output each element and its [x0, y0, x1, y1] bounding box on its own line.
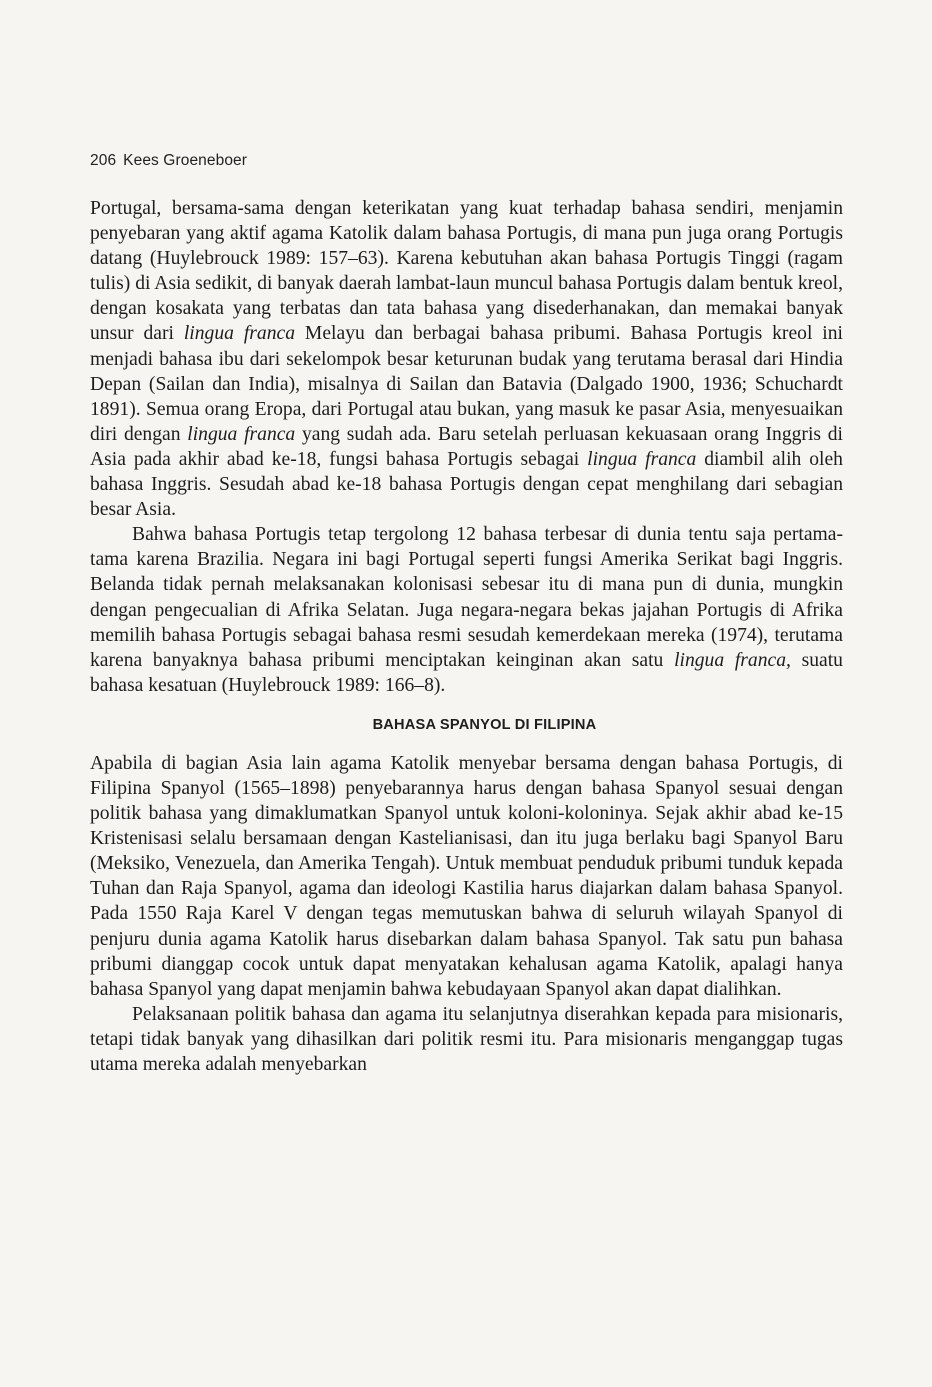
paragraph-2-text-b: suatu bahasa kesatuan (Huylebrouck 1989: 166–8). — [90, 649, 843, 696]
paragraph-2-text-a: Bahwa bahasa Portugis tetap tergolong 12 bahasa terbesar di dunia tentu saja pertama-tama karena Brazilia. Negara ini bagi Portugal seperti fungsi Amerika Serikat bagi Inggris. Belanda tidak pernah melaksanakan kolonisasi sebesar itu di mana pun di dunia, mungkin dengan pengecualian di Afrika Selatan. Juga negara-negara bekas jajahan Portugis di Afrika memilih bahasa Portugis sebagai bahasa resmi sesudah kemerdekaan mereka (1974), terutama karena banyaknya bahasa pribumi menciptakan keinginan akan satu — [90, 524, 843, 671]
author-name: Kees Groeneboer — [123, 152, 248, 169]
paragraph-3: Apabila di bagian Asia lain agama Katolik menyebar bersama dengan bahasa Portugis, di Filipina Spanyol (1565–1898) penyebarannya harus dengan bahasa Spanyol sesuai dengan politik bahasa yang dimaklumatkan Spanyol untuk koloni-koloninya. Sejak akhir abad ke-15 Kristenisasi selalu bersamaan dengan Kastelianisasi, dan itu juga berlaku bagi Spanyol Baru (Meksiko, Venezuela, dan Amerika Tengah). Untuk membuat penduduk pribumi tunduk kepada Tuhan dan Raja Spanyol, agama dan ideologi Kastilia harus diajarkan dalam bahasa Spanyol. Pada 1550 Raja Karel V dengan tegas memutuskan bahwa di seluruh wilayah Spanyol di penjuru dunia agama Katolik harus disebarkan dalam bahasa Spanyol. Tak satu pun bahasa pribumi dianggap cocok untuk dapat menyatakan kehalusan agama Katolik, apalagi hanya bahasa Spanyol yang dapat menjamin bahwa kebudayaan Spanyol akan dapat dialihkan. — [90, 752, 843, 1000]
paragraph-1-text-c: yang sudah ada. Baru setelah perluasan kekuasaan orang Inggris di Asia pada akhir abad ke-18, fungsi bahasa Portugis sebagai — [90, 423, 843, 470]
running-header — [90, 152, 254, 170]
body-text — [90, 196, 843, 1077]
paragraph-2 — [90, 522, 843, 698]
italic-term: lingua franca, — [674, 649, 791, 671]
italic-term: lingua franca — [183, 323, 296, 345]
section-heading: BAHASA SPANYOL DI FILIPINA — [372, 716, 597, 733]
paragraph-1-text-d: diambil alih oleh bahasa Inggris. Sesudah abad ke-18 bahasa Portugis dengan cepat menghilang dari sebagian besar Asia. — [90, 448, 843, 521]
paragraph-1 — [90, 196, 843, 522]
page-number: 206 — [90, 152, 117, 169]
paragraph-1-text-a: Portugal, bersama-sama dengan keterikatan yang kuat terhadap bahasa sendiri, menjamin penyebaran yang aktif agama Katolik dalam bahasa Portugis, di mana pun juga orang Portugis datang (Huylebrouck 1989: 157–63). Karena kebutuhan akan bahasa Portugis Tinggi (ragam tulis) di Asia sedikit, di banyak daerah lambat-laun muncul bahasa Portugis dalam bentuk kreol, dengan kosakata yang terbatas dan tata bahasa yang disederhanakan, dan memakai banyak unsur dari — [90, 198, 843, 345]
paragraph-4: Pelaksanaan politik bahasa dan agama itu selanjutnya diserahkan kepada para misionaris, tetapi tidak banyak yang dihasilkan dari politik resmi itu. Para misionaris menganggap tugas utama mereka adalah menyebarkan — [90, 1003, 843, 1075]
italic-term: lingua franca — [187, 423, 296, 445]
paragraph-1-text-b: Melayu dan berbagai bahasa pribumi. Bahasa Portugis kreol ini menjadi bahasa ibu dari sekelompok besar keturunan budak yang terutama berasal dari Hindia Depan (Sailan dan India), misalnya di Sailan dan Batavia (Dalgado 1900, 1936; Schuchardt 1891). Semua orang Eropa, dari Portugal atau bukan, yang masuk ke pasar Asia, menyesuaikan diri dengan — [90, 323, 843, 445]
italic-term: lingua franca — [587, 448, 697, 470]
